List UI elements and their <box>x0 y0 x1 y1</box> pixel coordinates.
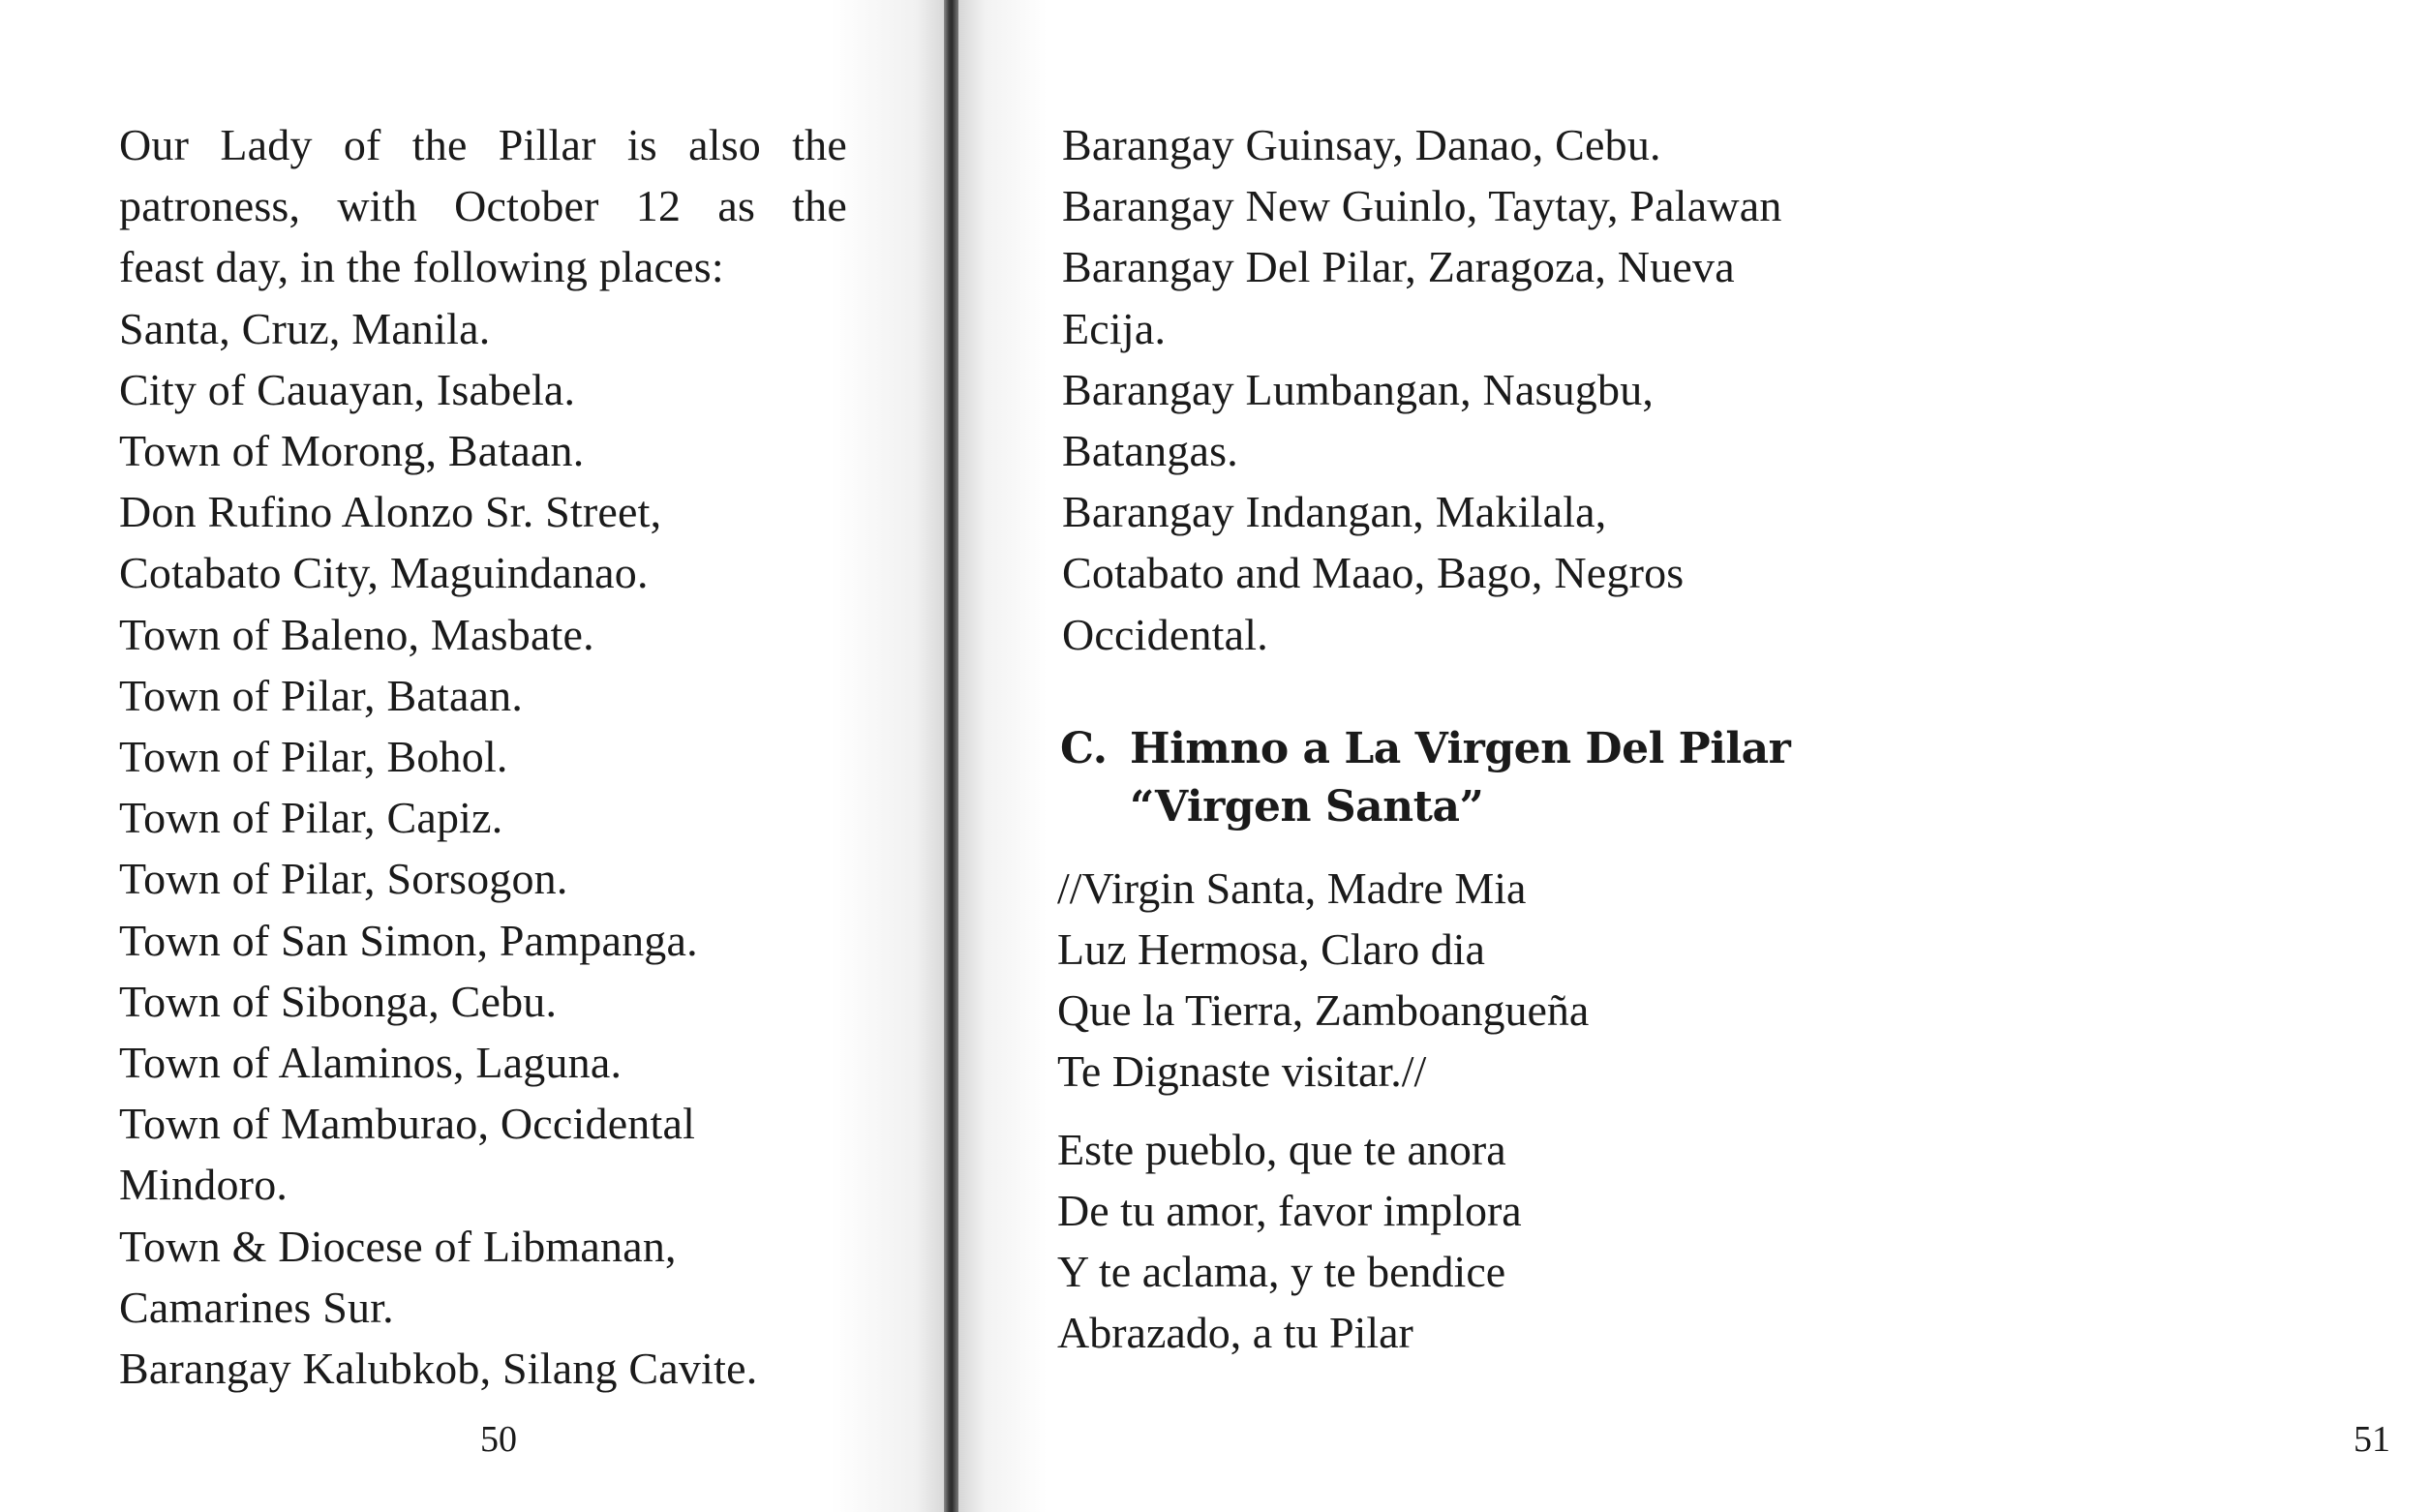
barangay-list <box>1062 114 1798 665</box>
place-line: Town of Morong, Bataan. <box>119 426 585 476</box>
place-line: Batangas. <box>1062 426 1238 476</box>
place-line: Mindoro. <box>119 1160 289 1210</box>
place-line: Ecija. <box>1062 303 1167 353</box>
book-gutter <box>944 0 958 1512</box>
place-line: Barangay Kalubkob, Silang Cavite. <box>119 1344 758 1394</box>
place-line: Cotabato and Maao, Bago, Negros <box>1062 548 1685 598</box>
section-subtitle: “Virgen Santa” <box>1130 782 1484 832</box>
verse-line: Te Dignaste visitar.// <box>1057 1046 1427 1096</box>
place-line: Santa, Cruz, Manila. <box>119 303 491 353</box>
hymn-verse-2 <box>1057 1119 1793 1363</box>
place-line: Occidental. <box>1062 609 1268 659</box>
hymn-verse-1 <box>1057 858 1793 1102</box>
place-line: Town of Baleno, Masbate. <box>119 609 594 659</box>
verse-line: De tu amor, favor implora <box>1057 1186 1522 1235</box>
place-line: Town of Alaminos, Laguna. <box>119 1038 623 1088</box>
place-line: City of Cauayan, Isabela. <box>119 364 576 414</box>
verse-line: Abrazado, a tu Pilar <box>1057 1308 1413 1357</box>
verse-line: Y te aclama, y te bendice <box>1057 1247 1506 1296</box>
place-line: Town of Pilar, Bataan. <box>119 670 524 720</box>
place-line: Town & Diocese of Libmanan, <box>119 1221 677 1271</box>
place-line: Barangay Indangan, Makilala, <box>1062 487 1607 537</box>
place-line: Town of Pilar, Sorsogon. <box>119 854 568 904</box>
verse-line: //Virgin Santa, Madre Mia <box>1057 863 1527 913</box>
place-line: feast day, in the following places: <box>119 242 724 292</box>
verse-line: Luz Hermosa, Claro dia <box>1057 924 1485 974</box>
place-line: Town of Sibonga, Cebu. <box>119 976 558 1026</box>
place-line: Town of Pilar, Capiz. <box>119 793 503 843</box>
place-line: Cotabato City, Maguindanao. <box>119 548 649 598</box>
verse-line: Que la Tierra, Zamboangueña <box>1057 985 1590 1035</box>
section-title: Himno a La Virgen Del Pilar <box>1130 724 1791 773</box>
verse-line: Este pueblo, que te anora <box>1057 1125 1506 1174</box>
section-letter: C. <box>1060 724 1108 773</box>
place-line: Barangay Lumbangan, Nasugbu, <box>1062 364 1655 414</box>
intro-line: patroness, with October 12 as the <box>119 181 847 231</box>
page-number-right: 51 <box>2354 1419 2390 1460</box>
intro-line: Our Lady of the Pillar is also the <box>119 120 847 169</box>
patronage-place-list <box>119 114 847 1399</box>
place-line: Town of Mamburao, Occidental <box>119 1099 696 1149</box>
place-line: Barangay Guinsay, Danao, Cebu. <box>1062 120 1661 169</box>
left-page <box>0 0 944 1512</box>
place-line: Camarines Sur. <box>119 1282 394 1332</box>
place-line: Barangay Del Pilar, Zaragoza, Nueva <box>1062 242 1735 292</box>
place-line: Don Rufino Alonzo Sr. Street, <box>119 487 662 537</box>
place-line: Barangay New Guinlo, Taytay, Palawan <box>1062 181 1782 231</box>
hymn-section-heading <box>1060 720 1806 836</box>
place-line: Town of Pilar, Bohol. <box>119 732 508 782</box>
place-line: Town of San Simon, Pampanga. <box>119 915 698 965</box>
page-number-left: 50 <box>480 1419 517 1460</box>
